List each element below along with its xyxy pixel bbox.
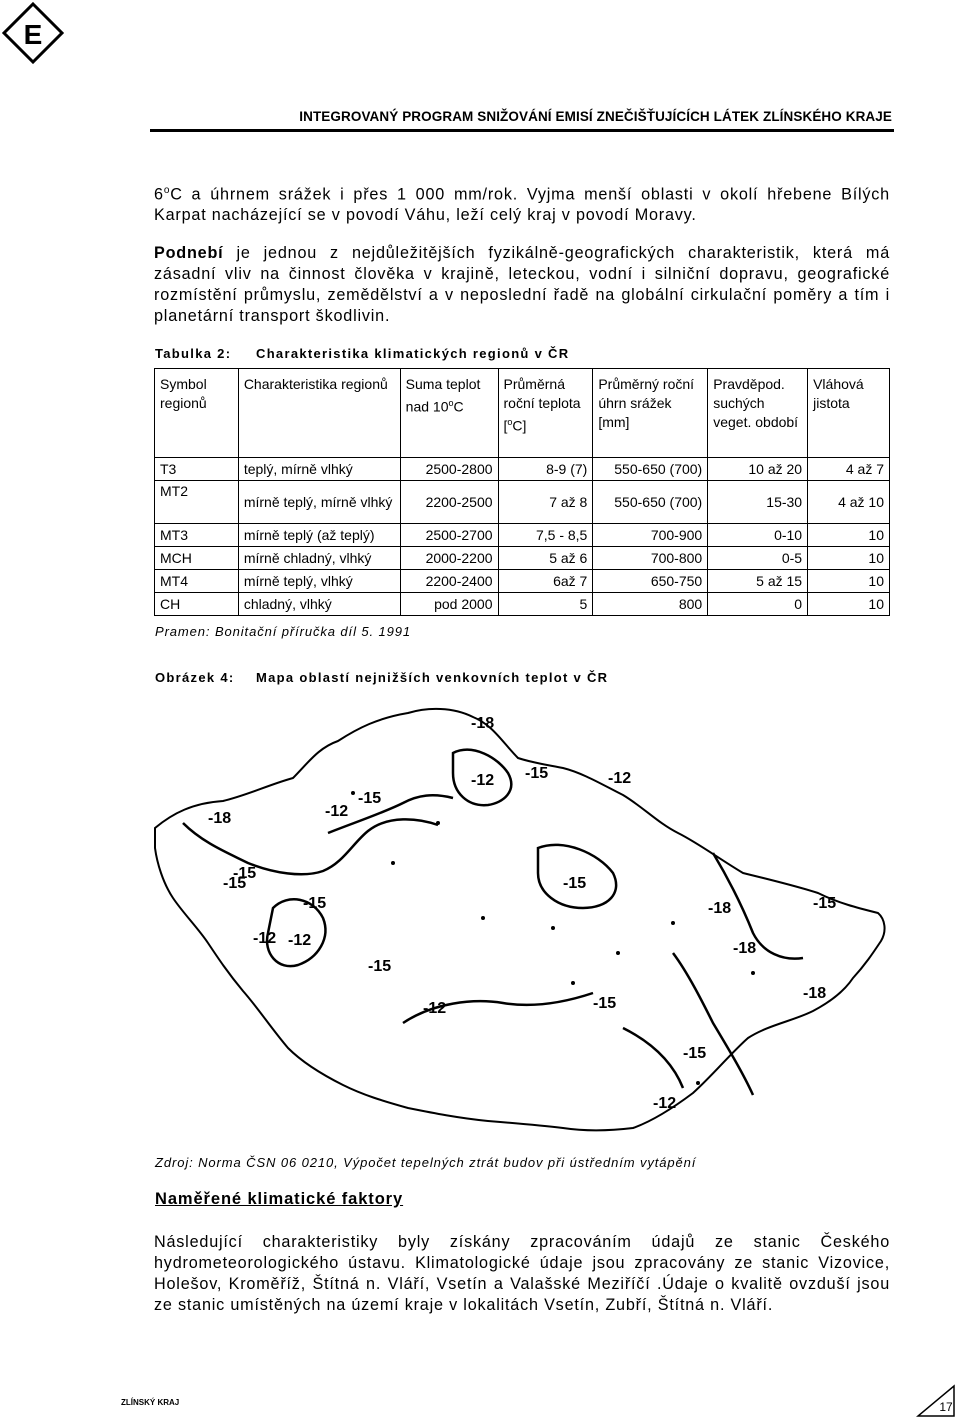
cell-characteristic: mírně teplý (až teplý): [238, 524, 400, 547]
header-precipitation: Průměrný roční úhrn srážek [mm]: [593, 369, 708, 458]
cell-moisture: 10: [808, 524, 890, 547]
section-title: Naměřené klimatické faktory: [155, 1190, 404, 1208]
cell-moisture: 10: [808, 570, 890, 593]
header-dry-probability: Pravděpod. suchých veget. období: [708, 369, 808, 458]
cell-temperature-sum: 2500-2800: [400, 458, 498, 481]
isotherm-label: -18: [708, 900, 732, 917]
town-marker: [481, 916, 485, 920]
paragraph-1-start: 6: [154, 185, 164, 204]
isotherm-label: -15: [813, 895, 837, 912]
cell-characteristic: mírně teplý, vlhký: [238, 570, 400, 593]
isotherm-lines: [183, 750, 803, 1095]
cell-dry-probability: 0: [708, 593, 808, 616]
cell-symbol: T3: [155, 458, 239, 481]
header-average-temperature: Průměrná roční teplota [$^o$C]: [498, 369, 593, 458]
cell-characteristic: chladný, vlhký: [238, 593, 400, 616]
cell-precipitation: 650-750: [593, 570, 708, 593]
table-row: [155, 458, 890, 481]
logo-letter: E: [23, 19, 43, 50]
isotherm-label: -12: [471, 772, 495, 789]
document-header-title: INTEGROVANÝ PROGRAM SNIŽOVÁNÍ EMISÍ ZNEČIŠŤUJÍCÍCH LÁTEK ZLÍNSKÉHO KRAJE: [299, 109, 892, 124]
isotherm-label: -12: [253, 930, 277, 947]
country-outline: [155, 709, 885, 1130]
cell-temperature-sum: pod 2000: [400, 593, 498, 616]
town-markers: [351, 791, 755, 1085]
figure-caption-label: Obrázek 4:: [155, 670, 235, 685]
cell-moisture: 4 až 10: [808, 481, 890, 524]
table-row: [155, 524, 890, 547]
cell-dry-probability: 5 až 15: [708, 570, 808, 593]
isotherm-label-group: [208, 715, 836, 1112]
isotherm-label: -12: [608, 770, 632, 787]
cell-moisture: 4 až 7: [808, 458, 890, 481]
cell-temperature-sum: 2500-2700: [400, 524, 498, 547]
isotherm-label: -15: [563, 875, 587, 892]
cell-symbol: MCH: [155, 547, 239, 570]
cell-average-temperature: 5 až 6: [498, 547, 593, 570]
table-caption-text: Charakteristika klimatických regionů v ČR: [256, 346, 570, 361]
cell-moisture: 10: [808, 547, 890, 570]
isotherm-label: -15: [223, 875, 247, 892]
header-divider: [150, 129, 894, 132]
cell-characteristic: mírně chladný, vlhký: [238, 547, 400, 570]
page-number-badge: [916, 1384, 956, 1418]
paragraph-2-rest: je jednou z nejdůležitějších fyzikálně-geografických charakteristik, která má zásadní vliv na činnost člověka v krajině, leteckou, vodní i silniční dopravu, geografické rozmístění průmyslu, zemědělství a v neposlední řadě na globální cirkulační poměry a tím i planetární transport škodlivin.: [154, 244, 890, 325]
logo: [2, 2, 64, 64]
isotherm-label: -15: [233, 865, 257, 882]
town-marker: [671, 921, 675, 925]
isotherm-label: -15: [358, 790, 382, 807]
cell-precipitation: 550-650 (700): [593, 481, 708, 524]
figure-caption-text: Mapa oblastí nejnižších venkovních teplot v ČR: [256, 670, 609, 685]
cell-precipitation: 800: [593, 593, 708, 616]
cell-average-temperature: 5: [498, 593, 593, 616]
table-source: Pramen: Bonitační příručka díl 5. 1991: [155, 624, 412, 639]
cell-symbol: MT4: [155, 570, 239, 593]
cell-precipitation: 550-650 (700): [593, 458, 708, 481]
cell-average-temperature: 8-9 (7): [498, 458, 593, 481]
cell-characteristic: mírně teplý, mírně vlhký: [238, 481, 400, 524]
paragraph-2: [154, 243, 890, 327]
town-marker: [696, 1081, 700, 1085]
cell-symbol: CH: [155, 593, 239, 616]
cell-symbol: MT3: [155, 524, 239, 547]
paragraph-2-term: Podnebí: [154, 244, 224, 262]
table-row: [155, 547, 890, 570]
isotherm-label: -18: [803, 985, 827, 1002]
town-marker: [551, 926, 555, 930]
table-row: [155, 593, 890, 616]
cell-moisture: 10: [808, 593, 890, 616]
isotherm-label: -15: [303, 895, 327, 912]
temperature-map: [153, 703, 889, 1133]
isotherm-label: -15: [368, 958, 392, 975]
town-marker: [616, 951, 620, 955]
isotherm-label: -18: [733, 940, 757, 957]
isotherm-label: -15: [683, 1045, 707, 1062]
cell-precipitation: 700-800: [593, 547, 708, 570]
town-marker: [571, 981, 575, 985]
isotherm-label: -18: [208, 810, 232, 827]
town-marker: [436, 821, 440, 825]
cell-temperature-sum: 2200-2400: [400, 570, 498, 593]
cell-precipitation: 700-900: [593, 524, 708, 547]
cell-temperature-sum: 2000-2200: [400, 547, 498, 570]
isotherm-label: -12: [288, 932, 312, 949]
isotherm-label: -12: [325, 803, 349, 820]
isotherm-label: -15: [593, 995, 617, 1012]
town-marker: [391, 861, 395, 865]
cell-dry-probability: 10 až 20: [708, 458, 808, 481]
cell-average-temperature: 7,5 - 8,5: [498, 524, 593, 547]
header-characteristic: Charakteristika regionů: [238, 369, 400, 458]
footer-region-label: ZLÍNSKÝ KRAJ: [121, 1398, 180, 1407]
table-row: [155, 570, 890, 593]
table-header-row: [155, 369, 890, 458]
figure-source: Zdroj: Norma ČSN 06 0210, Výpočet tepelných ztrát budov při ústředním vytápění: [155, 1155, 697, 1170]
cell-average-temperature: 6až 7: [498, 570, 593, 593]
cell-dry-probability: 0-10: [708, 524, 808, 547]
header-moisture: Vláhová jistota: [808, 369, 890, 458]
cell-characteristic: teplý, mírně vlhký: [238, 458, 400, 481]
header-symbol: Symbol regionů: [155, 369, 239, 458]
cell-dry-probability: 0-5: [708, 547, 808, 570]
cell-average-temperature: 7 až 8: [498, 481, 593, 524]
header-temperature-sum: Suma teplot nad 10$^o$C: [400, 369, 498, 458]
table-row: [155, 481, 890, 524]
isotherm-label: -18: [471, 715, 495, 732]
table-caption-label: Tabulka 2:: [155, 346, 232, 361]
isotherm-label: -12: [653, 1095, 677, 1112]
degree-sup: o: [163, 185, 171, 196]
paragraph-3: Následující charakteristiky byly získány zpracováním údajů ze stanic Českého hydrometeorologického ústavu. Klimatologické údaje jsou zpracovány ze stanic Vizovice, Holešov, Kroměříž, Štítná n. Vláří, Vsetín a Valašské Meziříčí .Údaje o kvalitě ovzduší jsou ze stanic umístěných na území kraje v lokalitách Vsetín, Zubří, Štítná n. Vláří.: [154, 1233, 890, 1314]
isotherm-label: -15: [525, 765, 549, 782]
climate-regions-table: [154, 368, 890, 616]
cell-dry-probability: 15-30: [708, 481, 808, 524]
paragraph-1-rest: C a úhrnem srážek i přes 1 000 mm/rok. Vyjma menší oblasti v okolí hřebene Bílých Karpat nacházející se v povodí Váhu, leží celý kraj v povodí Moravy.: [154, 185, 890, 225]
cell-symbol: MT2: [155, 481, 239, 524]
town-marker: [751, 971, 755, 975]
town-marker: [351, 791, 355, 795]
paragraph-1: [154, 180, 890, 226]
page-number: 17: [939, 1400, 953, 1414]
cell-temperature-sum: 2200-2500: [400, 481, 498, 524]
isotherm-label: -12: [423, 1000, 447, 1017]
